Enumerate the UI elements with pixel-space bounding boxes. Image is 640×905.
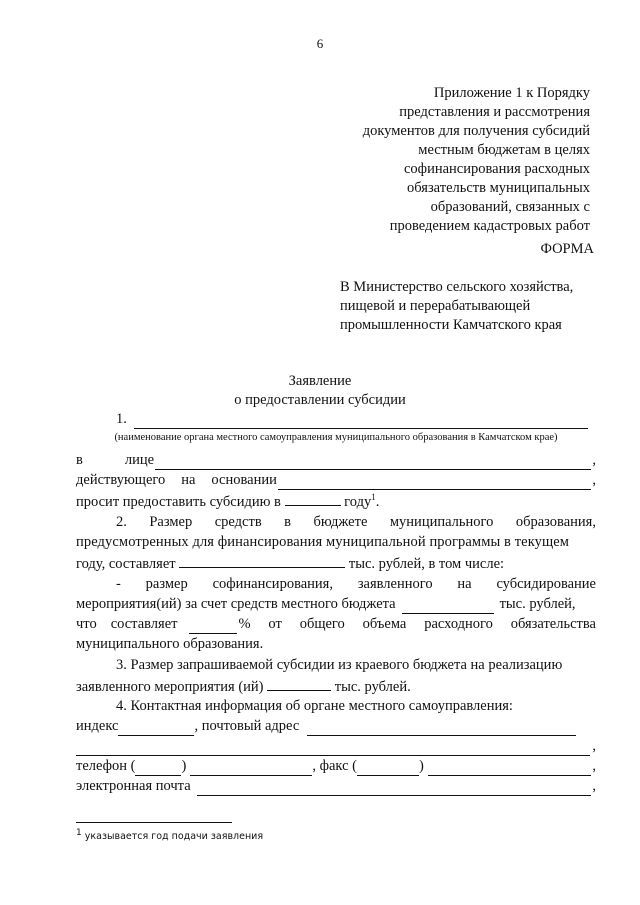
item2-sub-line-1 xyxy=(116,575,596,594)
word: - xyxy=(116,576,121,592)
comma: , xyxy=(592,472,596,488)
phone-code-field[interactable] xyxy=(135,761,181,776)
addressee-line: пищевой и перерабатывающей xyxy=(340,298,531,314)
word: 2. xyxy=(116,514,127,530)
index-field[interactable] xyxy=(118,721,194,736)
request-prefix: просит предоставить субсидию в xyxy=(76,494,281,510)
local-budget-amount-field[interactable] xyxy=(402,599,494,614)
acting-word: действующего xyxy=(76,472,166,488)
item1-number: 1. xyxy=(116,411,127,427)
word: от xyxy=(268,616,282,632)
item2-amount-prefix: году, составляет xyxy=(76,556,176,572)
document-title xyxy=(0,372,640,410)
footnote-number: 1 xyxy=(76,827,82,838)
appendix-line: софинансирования расходных xyxy=(404,161,590,177)
item2-amount-suffix: тыс. рублей, в том числе: xyxy=(348,556,505,572)
item2-line-1 xyxy=(116,513,596,532)
word: в xyxy=(284,514,292,530)
item2-sub-line-4: муниципального образования. xyxy=(76,636,264,652)
phone-label: телефон ( xyxy=(76,758,136,774)
percentage-field[interactable] xyxy=(189,619,237,634)
title-line-2: о предоставлении субсидии xyxy=(234,392,406,408)
phone-fax-row xyxy=(76,757,596,776)
acting-basis-row xyxy=(76,471,596,490)
period: . xyxy=(375,494,380,510)
address-row xyxy=(76,717,596,736)
footnote-separator xyxy=(76,822,232,823)
page-number: 6 xyxy=(316,36,324,51)
comma: , xyxy=(592,452,596,468)
word: размер xyxy=(145,576,188,592)
word: что xyxy=(76,616,97,632)
comma: , xyxy=(592,758,596,774)
title-line-1: Заявление xyxy=(288,373,352,389)
appendix-line: образований, связанных с xyxy=(430,199,590,215)
fax-code-field[interactable] xyxy=(357,761,419,776)
footnote-text: указывается год подачи заявления xyxy=(84,831,264,842)
authority-name-caption: (наименование органа местного самоуправления муниципального образования в Камчатском крае) xyxy=(114,432,558,443)
year-field[interactable] xyxy=(285,491,341,506)
postal-address-field-2[interactable] xyxy=(76,741,590,756)
addressee-line: промышленности Камчатского края xyxy=(340,317,562,333)
addressee-block xyxy=(340,278,610,335)
addressee-line: В Министерство сельского хозяйства, xyxy=(340,279,574,295)
acting-word: на xyxy=(181,472,196,488)
item2-line-2: предусмотренных для финансирования муниципальной программы в текущем xyxy=(76,534,570,550)
item2-sub-line-3 xyxy=(76,615,596,634)
in-person-word: в xyxy=(76,452,83,468)
word: муниципального xyxy=(389,514,494,530)
fax-close: ) xyxy=(418,758,424,774)
fax-number-field[interactable] xyxy=(428,761,592,776)
word: % xyxy=(238,616,251,632)
appendix-line: представления и рассмотрения xyxy=(399,104,590,120)
address-continuation-row xyxy=(76,737,596,756)
appendix-line: обязательств муниципальных xyxy=(407,180,590,196)
comma: , xyxy=(592,738,596,754)
cofinancing-prefix: мероприятия(ий) за счет средств местного бюджета xyxy=(76,596,396,612)
word: Размер xyxy=(149,514,193,530)
item1-name-row xyxy=(76,410,596,429)
word: заявленного xyxy=(357,576,433,592)
postal-label: , почтовый адрес xyxy=(194,718,300,734)
item2-sub-line-2 xyxy=(76,595,596,614)
word: бюджете xyxy=(313,514,368,530)
item2-line-3 xyxy=(76,553,596,574)
comma: , xyxy=(592,778,596,794)
authority-name-field[interactable] xyxy=(134,414,588,429)
request-row xyxy=(76,491,596,512)
word: на xyxy=(457,576,472,592)
appendix-line: местным бюджетам в целях xyxy=(418,142,590,158)
phone-close: ) xyxy=(181,758,187,774)
percentage-text xyxy=(238,615,596,634)
cofinancing-suffix: тыс. рублей, xyxy=(499,596,576,612)
word: объема xyxy=(362,616,407,632)
postal-address-field[interactable] xyxy=(307,721,576,736)
appendix-line: проведением кадастровых работ xyxy=(389,218,590,234)
word: средств xyxy=(214,514,262,530)
program-amount-field[interactable] xyxy=(179,553,345,568)
email-field[interactable] xyxy=(197,781,592,796)
form-label: ФОРМА xyxy=(540,241,594,257)
footnote-ref: 1 xyxy=(371,492,376,503)
email-label: электронная почта xyxy=(76,778,191,794)
item3-prefix: заявленного мероприятия (ий) xyxy=(76,679,264,695)
index-label: индекс xyxy=(76,718,119,734)
email-row xyxy=(76,777,596,796)
phone-number-field[interactable] xyxy=(190,761,312,776)
fax-label: , факс ( xyxy=(312,758,357,774)
in-person-word: лице xyxy=(124,452,155,468)
item3-line-2 xyxy=(76,676,596,697)
item3-suffix: тыс. рублей. xyxy=(334,679,411,695)
appendix-line: документов для получения субсидий xyxy=(362,123,590,139)
word: субсидирование xyxy=(496,576,596,592)
request-suffix: году xyxy=(344,494,372,510)
in-person-row xyxy=(76,451,596,470)
word: образования, xyxy=(515,514,596,530)
word: составляет xyxy=(110,616,178,632)
representative-field[interactable] xyxy=(155,455,591,470)
item3-line-1: 3. Размер запрашиваемой субсидии из краевого бюджета на реализацию xyxy=(116,657,563,673)
appendix-header xyxy=(300,84,590,236)
word: общего xyxy=(299,616,345,632)
acting-word: основании xyxy=(211,472,277,488)
word: расходного xyxy=(424,616,493,632)
footnote xyxy=(76,827,264,842)
appendix-line: Приложение 1 к Порядку xyxy=(433,85,590,101)
word: обязательства xyxy=(510,616,596,632)
word: софинансирования, xyxy=(212,576,333,592)
requested-subsidy-field[interactable] xyxy=(267,676,331,691)
basis-field[interactable] xyxy=(278,475,592,490)
item4-line-1: 4. Контактная информация об органе местного самоуправления: xyxy=(116,698,513,714)
